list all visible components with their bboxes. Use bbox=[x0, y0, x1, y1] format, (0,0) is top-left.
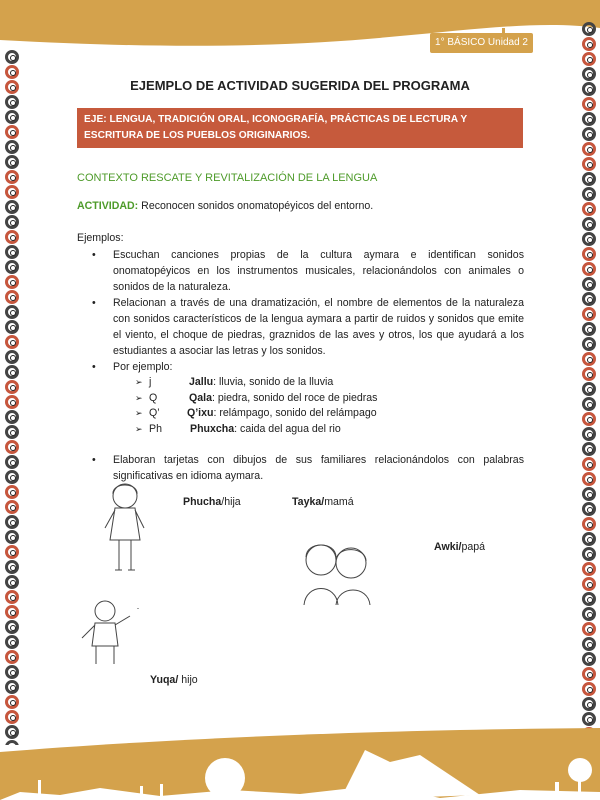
border-ornament bbox=[5, 395, 19, 409]
border-ornament bbox=[5, 680, 19, 694]
sound-letter: ➢ Q’ bbox=[149, 407, 160, 419]
axis-banner: EJE: LENGUA, TRADICIÓN ORAL, ICONOGRAFÍA, PRÁCTICAS DE LECTURA Y ESCRITURA DE LOS PUEBLOS ORIGINARIOS. bbox=[77, 108, 523, 148]
examples-list bbox=[92, 247, 524, 484]
border-ornament bbox=[5, 590, 19, 604]
list-item: • Elaboran tarjetas con dibujos de sus familiares relacionándolos con palabras significativas en idioma aymara. bbox=[92, 452, 524, 484]
border-ornament bbox=[5, 200, 19, 214]
border-ornament bbox=[5, 65, 19, 79]
family-word: Yuqa/ bbox=[150, 674, 179, 686]
border-ornament bbox=[5, 425, 19, 439]
border-ornament bbox=[5, 95, 19, 109]
border-ornament bbox=[582, 157, 596, 171]
context-heading: CONTEXTO RESCATE Y REVITALIZACIÓN DE LA LENGUA bbox=[77, 172, 378, 184]
border-ornament bbox=[582, 97, 596, 111]
border-ornament bbox=[582, 637, 596, 651]
border-ornament bbox=[582, 352, 596, 366]
border-ornament bbox=[5, 230, 19, 244]
border-ornament bbox=[582, 127, 596, 141]
border-ornament bbox=[582, 232, 596, 246]
sound-meaning: : piedra, sonido del roce de piedras bbox=[211, 391, 378, 404]
border-ornament bbox=[582, 202, 596, 216]
border-ornament bbox=[5, 290, 19, 304]
border-ornament bbox=[582, 412, 596, 426]
border-ornament bbox=[5, 140, 19, 154]
border-ornament bbox=[582, 502, 596, 516]
border-ornament bbox=[582, 577, 596, 591]
border-ornament bbox=[582, 142, 596, 156]
left-border-pattern bbox=[3, 50, 21, 745]
border-ornament bbox=[582, 367, 596, 381]
activity-text: Reconocen sonidos onomatopéyicos del entorno. bbox=[138, 200, 374, 212]
border-ornament bbox=[5, 380, 19, 394]
border-ornament bbox=[582, 442, 596, 456]
family-label bbox=[150, 674, 198, 686]
family-label bbox=[434, 541, 485, 553]
list-item-text: Por ejemplo: bbox=[113, 361, 173, 373]
border-ornament bbox=[5, 440, 19, 454]
sound-item bbox=[135, 406, 524, 422]
border-ornament bbox=[582, 307, 596, 321]
border-ornament bbox=[5, 500, 19, 514]
border-ornament bbox=[5, 365, 19, 379]
border-ornament bbox=[582, 532, 596, 546]
border-ornament bbox=[5, 125, 19, 139]
border-ornament bbox=[5, 155, 19, 169]
family-word: Tayka/ bbox=[292, 496, 325, 508]
border-ornament bbox=[582, 607, 596, 621]
border-ornament bbox=[5, 635, 19, 649]
list-item: • Relacionan a través de una dramatización, el nombre de elementos de la naturaleza con sonidos característicos de la lengua aymara a partir de ruidos y sonidos que emite el viento, el choque de piedras, graznidos de las aves y otros, los que ayudará a los estudiantes a asociar las letras y los sonidos. bbox=[92, 295, 524, 359]
border-ornament bbox=[582, 517, 596, 531]
border-ornament bbox=[5, 530, 19, 544]
border-ornament bbox=[582, 382, 596, 396]
sound-letter: ➢ Ph bbox=[149, 422, 162, 435]
activity-line bbox=[77, 200, 373, 212]
border-ornament bbox=[582, 622, 596, 636]
border-ornament bbox=[582, 397, 596, 411]
border-ornament bbox=[5, 305, 19, 319]
border-ornament bbox=[5, 665, 19, 679]
border-ornament bbox=[5, 215, 19, 229]
family-meaning: mamá bbox=[324, 496, 354, 508]
border-ornament bbox=[5, 575, 19, 589]
family-label bbox=[183, 496, 241, 508]
border-ornament bbox=[5, 245, 19, 259]
border-ornament bbox=[582, 37, 596, 51]
sound-letter: ➢ Q bbox=[149, 391, 158, 404]
border-ornament bbox=[582, 217, 596, 231]
border-ornament bbox=[582, 427, 596, 441]
border-ornament bbox=[582, 187, 596, 201]
border-ornament bbox=[5, 410, 19, 424]
border-ornament bbox=[5, 545, 19, 559]
grade-badge: 1° BÁSICO Unidad 2 bbox=[430, 33, 533, 53]
sound-word: Phuxcha bbox=[190, 422, 235, 435]
border-ornament bbox=[582, 262, 596, 276]
border-ornament bbox=[5, 470, 19, 484]
family-meaning: /hija bbox=[221, 496, 241, 508]
border-ornament bbox=[5, 515, 19, 529]
border-ornament bbox=[582, 277, 596, 291]
footer-landscape bbox=[0, 700, 600, 800]
border-ornament bbox=[5, 620, 19, 634]
border-ornament bbox=[582, 322, 596, 336]
border-ornament bbox=[5, 350, 19, 364]
border-ornament bbox=[582, 472, 596, 486]
border-ornament bbox=[582, 457, 596, 471]
border-ornament bbox=[5, 455, 19, 469]
page-title: EJEMPLO DE ACTIVIDAD SUGERIDA DEL PROGRAMA bbox=[130, 78, 470, 93]
border-ornament bbox=[582, 112, 596, 126]
sound-item bbox=[135, 422, 524, 438]
family-word: Awki/ bbox=[434, 541, 462, 553]
border-ornament bbox=[582, 292, 596, 306]
family-word: Phucha bbox=[183, 496, 222, 508]
border-ornament bbox=[5, 335, 19, 349]
border-ornament bbox=[582, 547, 596, 561]
parents-drawing bbox=[296, 535, 378, 607]
border-ornament bbox=[582, 592, 596, 606]
list-item: • Escuchan canciones propias de la cultura aymara e identifican sonidos onomatopéyicos en los instrumentos musicales, relacionándolos con animales o sonidos de la naturaleza. bbox=[92, 247, 524, 295]
sounds-list bbox=[135, 375, 524, 437]
border-ornament bbox=[582, 652, 596, 666]
border-ornament bbox=[5, 605, 19, 619]
sound-meaning: : lluvia, sonido de la lluvia bbox=[213, 376, 334, 388]
border-ornament bbox=[582, 337, 596, 351]
border-ornament bbox=[5, 110, 19, 124]
border-ornament bbox=[5, 320, 19, 334]
sound-letter: ➢ j bbox=[149, 376, 152, 388]
border-ornament bbox=[582, 667, 596, 681]
border-ornament bbox=[5, 260, 19, 274]
sound-item bbox=[135, 391, 524, 407]
border-ornament bbox=[5, 50, 19, 64]
sound-word: Jallu bbox=[189, 376, 214, 388]
sound-word: Qala bbox=[189, 391, 212, 404]
border-ornament bbox=[5, 185, 19, 199]
border-ornament bbox=[5, 560, 19, 574]
border-ornament bbox=[582, 52, 596, 66]
border-ornament bbox=[582, 22, 596, 36]
border-ornament bbox=[5, 170, 19, 184]
family-meaning: hijo bbox=[178, 674, 198, 686]
border-ornament bbox=[5, 485, 19, 499]
family-label bbox=[292, 496, 354, 508]
activity-label: ACTIVIDAD: bbox=[77, 200, 139, 212]
sound-meaning: : caida del agua del rio bbox=[234, 422, 341, 435]
list-item bbox=[92, 359, 524, 437]
border-ornament bbox=[582, 562, 596, 576]
border-ornament bbox=[582, 172, 596, 186]
sound-word: Q’ixu bbox=[187, 407, 214, 419]
border-ornament bbox=[582, 682, 596, 696]
border-ornament bbox=[582, 487, 596, 501]
girl-drawing bbox=[100, 478, 150, 578]
family-meaning: papá bbox=[461, 541, 486, 553]
border-ornament bbox=[5, 275, 19, 289]
right-border-pattern bbox=[580, 22, 598, 745]
examples-label: Ejemplos: bbox=[77, 232, 124, 244]
border-ornament bbox=[5, 650, 19, 664]
border-ornament bbox=[582, 247, 596, 261]
sound-item bbox=[135, 375, 524, 391]
boy-drawing bbox=[80, 598, 140, 668]
sound-meaning: : relámpago, sonido del relámpago bbox=[213, 407, 377, 419]
